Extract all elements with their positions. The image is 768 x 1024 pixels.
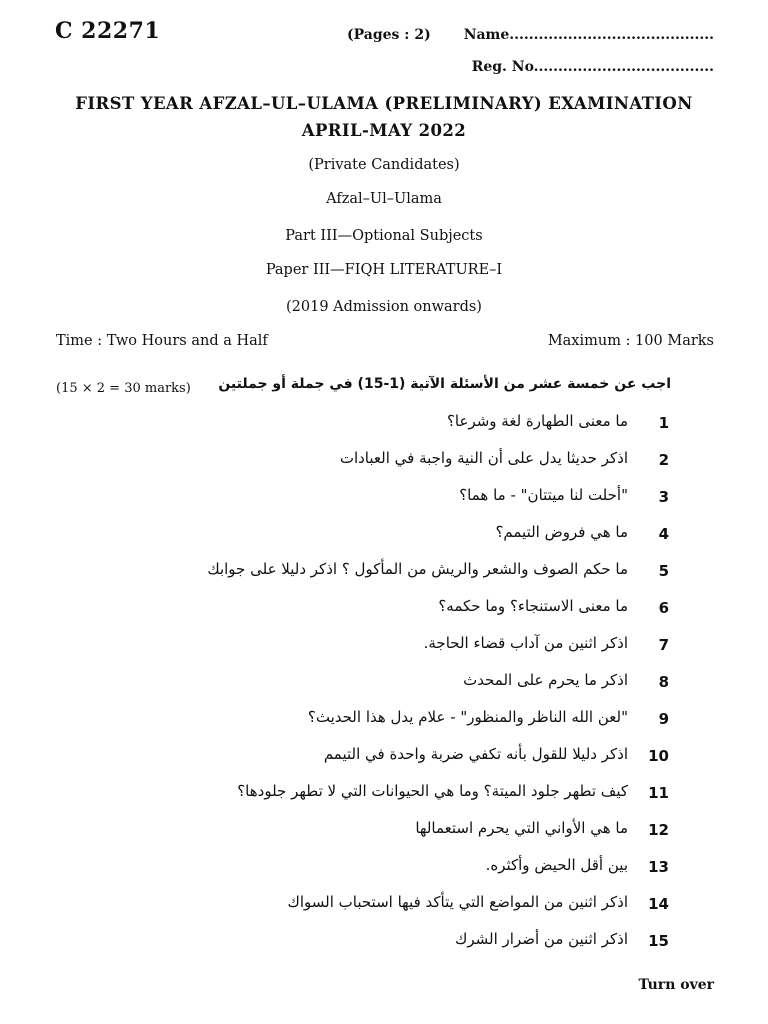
question-item xyxy=(0,738,768,775)
question-number: 15 xyxy=(648,932,669,950)
question-number: 5 xyxy=(658,562,669,580)
question-item xyxy=(0,664,768,701)
question-item xyxy=(0,886,768,923)
paper-code: C 22271 xyxy=(55,18,161,44)
question-number: 8 xyxy=(658,673,669,691)
question-text: ما هي فروض التيمم؟ xyxy=(495,523,628,541)
question-number: 10 xyxy=(648,747,669,765)
exam-title: FIRST YEAR AFZAL–UL–ULAMA (PRELIMINARY) EXAMINATION xyxy=(75,94,693,113)
exam-session: APRIL-MAY 2022 xyxy=(301,121,467,140)
question-item xyxy=(0,923,768,960)
question-text: اذكر حديثا يدل على أن النية واجبة في العبادات xyxy=(339,449,628,467)
question-number: 12 xyxy=(648,821,669,839)
course-line: Afzal–Ul–Ulama xyxy=(326,191,442,207)
question-text: اذكر دليلا للقول بأنه تكفي ضربة واحدة في التيمم xyxy=(323,745,628,763)
question-number: 14 xyxy=(648,895,669,913)
question-number: 11 xyxy=(648,784,669,802)
question-number: 4 xyxy=(658,525,669,543)
question-item xyxy=(0,627,768,664)
question-item xyxy=(0,701,768,738)
question-item xyxy=(0,442,768,479)
name-field: Name.......................................... xyxy=(463,27,714,43)
question-number: 1 xyxy=(658,414,669,432)
question-number: 2 xyxy=(658,451,669,469)
question-text: ما معنى الاستنجاء؟ وما حكمه؟ xyxy=(438,597,628,615)
question-text: اذكر اثنين من المواضع التي يتأكد فيها استحباب السواك xyxy=(287,893,628,911)
question-item xyxy=(0,849,768,886)
question-item xyxy=(0,590,768,627)
question-number: 7 xyxy=(658,636,669,654)
section-instruction: اجب عن خمسة عشر من الأسئلة الآتية (1-15) في جملة أو جملتين xyxy=(218,376,671,392)
question-text: اذكر اثنين من آداب قضاء الحاجة. xyxy=(423,634,628,652)
question-number: 3 xyxy=(658,488,669,506)
question-item xyxy=(0,553,768,590)
question-number: 6 xyxy=(658,599,669,617)
question-text: اذكر ما يحرم على المحدث xyxy=(463,671,628,689)
question-item xyxy=(0,479,768,516)
paper-line: Paper III—FIQH LITERATURE–I xyxy=(265,262,503,278)
time-allowed: Time : Two Hours and a Half xyxy=(56,333,268,349)
question-text: "أحلت لنا ميتتان" - ما هما؟ xyxy=(459,486,628,504)
section-marks: (15 × 2 = 30 marks) xyxy=(56,381,191,396)
question-text: كيف تطهر جلود الميتة؟ وما هي الحيوانات التي لا تطهر جلودها؟ xyxy=(237,782,628,800)
question-item xyxy=(0,516,768,553)
question-number: 9 xyxy=(658,710,669,728)
question-text: اذكر اثنين من أضرار الشرك xyxy=(455,930,628,948)
question-text: بين أقل الحيض وأكثره. xyxy=(485,856,628,874)
candidates-line: (Private Candidates) xyxy=(308,157,460,173)
question-list xyxy=(0,405,768,960)
page-count: (Pages : 2) xyxy=(347,27,431,43)
question-item xyxy=(0,405,768,442)
turn-over-note: Turn over xyxy=(638,977,714,993)
maximum-marks: Maximum : 100 Marks xyxy=(547,333,714,349)
question-number: 13 xyxy=(648,858,669,876)
reg-no-field: Reg. No..................................... xyxy=(471,59,714,75)
question-item xyxy=(0,812,768,849)
part-line: Part III—Optional Subjects xyxy=(285,228,483,244)
admission-line: (2019 Admission onwards) xyxy=(286,299,482,315)
question-text: ما حكم الصوف والشعر والريش من المأكول ؟ اذكر دليلا على جوابك xyxy=(207,560,628,578)
question-text: ما معنى الطهارة لغة وشرعا؟ xyxy=(446,412,628,430)
question-text: ما هي الأواني التي يحرم استعمالها xyxy=(415,819,628,837)
question-text: "لعن الله الناظر والمنظور" - علام يدل هذا الحديث؟ xyxy=(307,708,628,726)
question-item xyxy=(0,775,768,812)
